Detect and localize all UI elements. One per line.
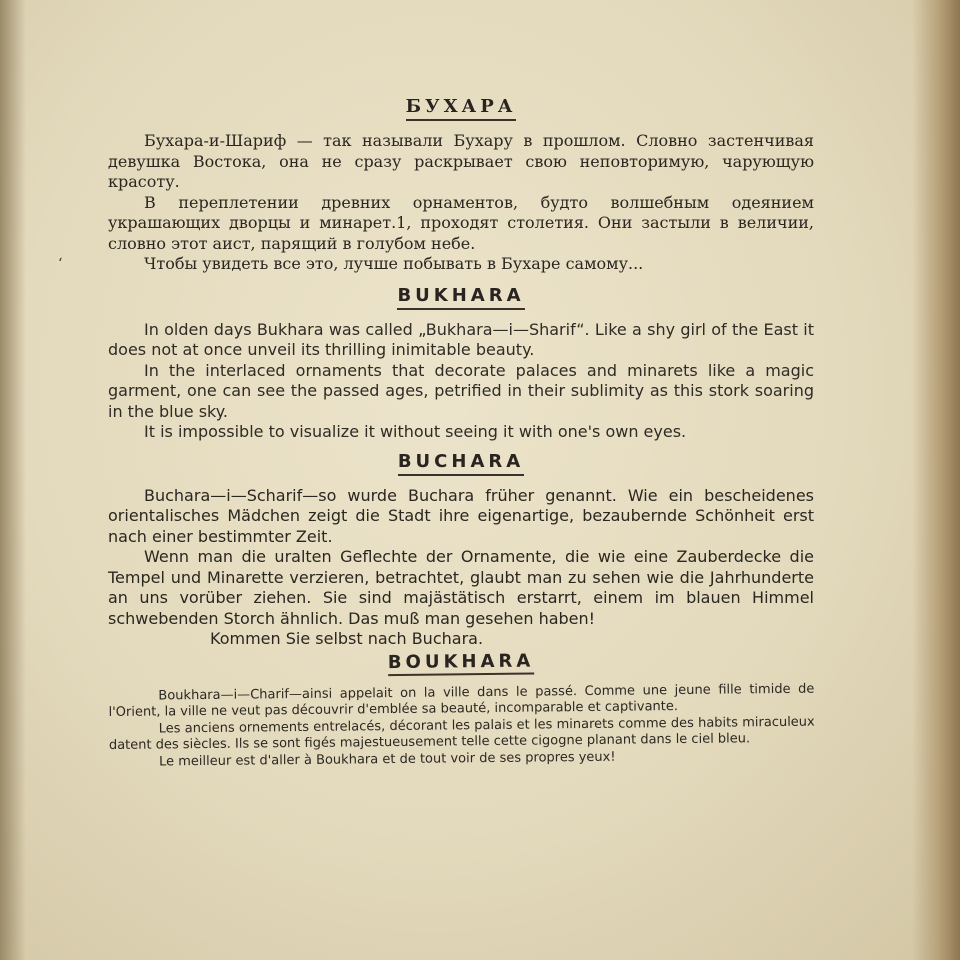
margin-mark: ‘	[58, 256, 63, 272]
paragraph: Чтобы увидеть все это, лучше побывать в Бухаре самому...	[144, 254, 644, 273]
paragraph: В переплетении древних орнаментов, будто волшебным одеянием украшающих дворцы и минарет.1, проходят столетия. Они застыли в величии, словно этот аист, парящий в голубом небе.	[108, 192, 814, 253]
heading-french: BOUKHARA	[108, 650, 814, 678]
page-right-edge-worn	[912, 0, 960, 960]
paragraph: Buchara—i—Scharif—so wurde Buchara früher genannt. Wie ein bescheidenes orientalisches Mädchen zeigt die Stadt ihre eigenartige, bezaubernde Schönheit erst nach einer bestimmter Zeit.	[108, 485, 814, 546]
closing-line: Kommen Sie selbst nach Buchara.	[210, 629, 484, 648]
text-column	[108, 96, 814, 771]
page-left-edge-shadow	[0, 0, 26, 960]
paragraph: In the interlaced ornaments that decorate palaces and minarets like a magic garment, one can see the passed ages, petrified in their sublimity as this stork soaring in the blue sky.	[108, 360, 814, 421]
paragraph: Le meilleur est d'aller à Boukhara et de tout voir de ses propres yeux!	[159, 748, 616, 769]
paragraph: Boukhara—i—Charif—ainsi appelait on la ville dans le passé. Comme une jeune fille timide de l'Orient, la ville ne veut pas découvrir d'emblée sa beauté, incomparable et captivante.	[108, 680, 815, 720]
heading-english: BUKHARA	[108, 285, 814, 310]
heading-german: BUCHARA	[108, 451, 814, 476]
section-german	[108, 451, 814, 650]
section-french	[108, 650, 815, 770]
paragraph: Wenn man die uralten Geflechte der Ornamente, die wie eine Zauberdecke die Tempel und Minarette verzieren, betrachtet, glaubt man zu sehen wie die Jahrhunderte an uns vorüber ziehen. Sie sind majästätisch erstarrt, einem im blauen Himmel schwebenden Storch ähnlich. Das muß man gesehen haben!	[108, 547, 814, 628]
section-english	[108, 285, 814, 443]
heading-russian: БУХАРА	[108, 96, 814, 121]
paragraph: It is impossible to visualize it without seeing it with one's own eyes.	[144, 422, 687, 441]
section-russian	[108, 96, 814, 275]
paragraph: Les anciens ornements entrelacés, décorant les palais et les minarets comme des habits miraculeux datent des siècles. Ils se sont figés majestueusement telle cette cigogne planant dans le ciel bleu.	[108, 713, 815, 753]
paragraph: Бухара-и-Шариф — так называли Бухару в прошлом. Словно застенчивая девушка Востока, она не сразу раскрывает свою неповторимую, чарующую красоту.	[108, 131, 814, 191]
paragraph: In olden days Bukhara was called „Bukhara—i—Sharif“. Like a shy girl of the East it does not at once unveil its thrilling inimitable beauty.	[108, 319, 814, 359]
